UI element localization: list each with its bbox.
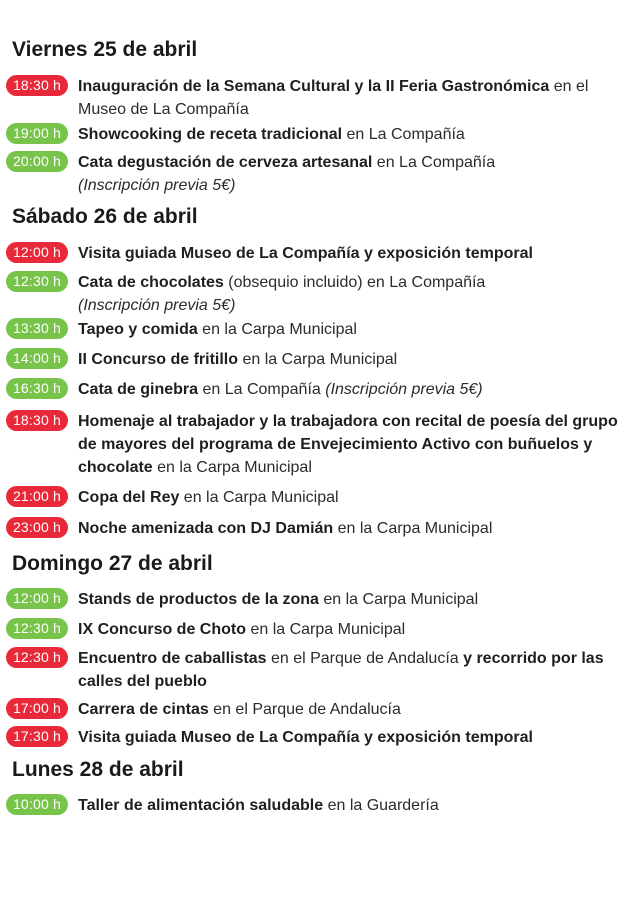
event-description [78, 517, 634, 540]
time-badge: 12:30 h [6, 618, 68, 639]
event-location: en el Parque de Andalucía [266, 650, 464, 667]
event-title: Showcooking de receta tradicional [78, 126, 343, 143]
event-description [78, 242, 634, 265]
event-location: en La Compañía [198, 381, 321, 398]
event-description [78, 618, 634, 641]
event-note: (Inscripción previa 5€) [78, 297, 236, 314]
event-location: en la Carpa Municipal [246, 621, 406, 638]
event-title: Carrera de cintas [78, 701, 209, 718]
event-title: Homenaje al trabajador y la trabajadora con recital de poesía del grupo de mayores del programa de Envejecimiento Activo con buñuelos y chocolate [78, 413, 618, 476]
event-location: en la Carpa Municipal [333, 520, 493, 537]
event-description [78, 486, 634, 509]
event-title: IX Concurso de Choto [78, 621, 246, 638]
event-description [78, 410, 634, 479]
event-description [78, 698, 634, 721]
event-location: (obsequio incluido) en La Compañía [223, 274, 486, 291]
event-title: Cata degustación de cerveza artesanal [78, 154, 373, 171]
time-badge: 17:00 h [6, 698, 68, 719]
event-title: Visita guiada Museo de La Compañía y exposición temporal [78, 729, 533, 746]
event-description [78, 348, 634, 371]
event-description [78, 151, 634, 197]
event-location: en la Guardería [323, 797, 439, 814]
event-title: Encuentro de caballistas [78, 650, 267, 667]
event-location: en la Carpa Municipal [318, 591, 479, 608]
day-title: Lunes 28 de abril [12, 758, 184, 781]
event-description [78, 271, 634, 317]
time-badge: 19:00 h [6, 123, 68, 144]
day-title: Viernes 25 de abril [12, 38, 198, 61]
event-description [78, 647, 634, 693]
day-title: Domingo 27 de abril [12, 552, 213, 575]
event-location: en La Compañía [342, 126, 465, 143]
time-badge: 12:00 h [6, 588, 68, 609]
event-title: Visita guiada Museo de La Compañía y exposición temporal [78, 245, 533, 262]
time-badge: 17:30 h [6, 726, 68, 747]
event-title: II Concurso de fritillo [78, 351, 239, 368]
time-badge: 14:00 h [6, 348, 68, 369]
event-description [78, 123, 634, 146]
time-badge: 12:30 h [6, 647, 68, 668]
event-title: Stands de productos de la zona [78, 591, 319, 608]
event-note: (Inscripción previa 5€) [325, 381, 483, 398]
event-title: Cata de chocolates [78, 274, 224, 291]
time-badge: 18:30 h [6, 410, 68, 431]
event-location: en el Parque de Andalucía [208, 701, 401, 718]
event-description [78, 588, 634, 611]
event-location: en la Carpa Municipal [152, 459, 312, 476]
time-badge: 10:00 h [6, 794, 68, 815]
event-title: Taller de alimentación saludable [78, 797, 324, 814]
event-title: Cata de ginebra [78, 381, 199, 398]
event-location: en la Carpa Municipal [179, 489, 339, 506]
time-badge: 12:00 h [6, 242, 68, 263]
day-title: Sábado 26 de abril [12, 205, 198, 228]
event-note: (Inscripción previa 5€) [78, 177, 236, 194]
event-description [78, 726, 634, 749]
event-title: Noche amenizada con DJ Damián [78, 520, 334, 537]
event-title-continued: y recorrido por las calles del pueblo [78, 650, 604, 690]
time-badge: 16:30 h [6, 378, 68, 399]
event-location: en el Museo de La Compañía [78, 78, 589, 118]
event-description [78, 794, 634, 817]
time-badge: 21:00 h [6, 486, 68, 507]
event-title: Inauguración de la Semana Cultural y la II Feria Gastronómica [78, 78, 550, 95]
event-location: en La Compañía [372, 154, 496, 171]
time-badge: 23:00 h [6, 517, 68, 538]
event-description [78, 318, 634, 341]
event-location: en la Carpa Municipal [238, 351, 398, 368]
event-title: Copa del Rey [78, 489, 180, 506]
event-description [78, 75, 634, 121]
time-badge: 20:00 h [6, 151, 68, 172]
time-badge: 13:30 h [6, 318, 68, 339]
event-title: Tapeo y comida [78, 321, 198, 338]
event-description [78, 378, 634, 401]
event-location: en la Carpa Municipal [197, 321, 357, 338]
time-badge: 12:30 h [6, 271, 68, 292]
time-badge: 18:30 h [6, 75, 68, 96]
